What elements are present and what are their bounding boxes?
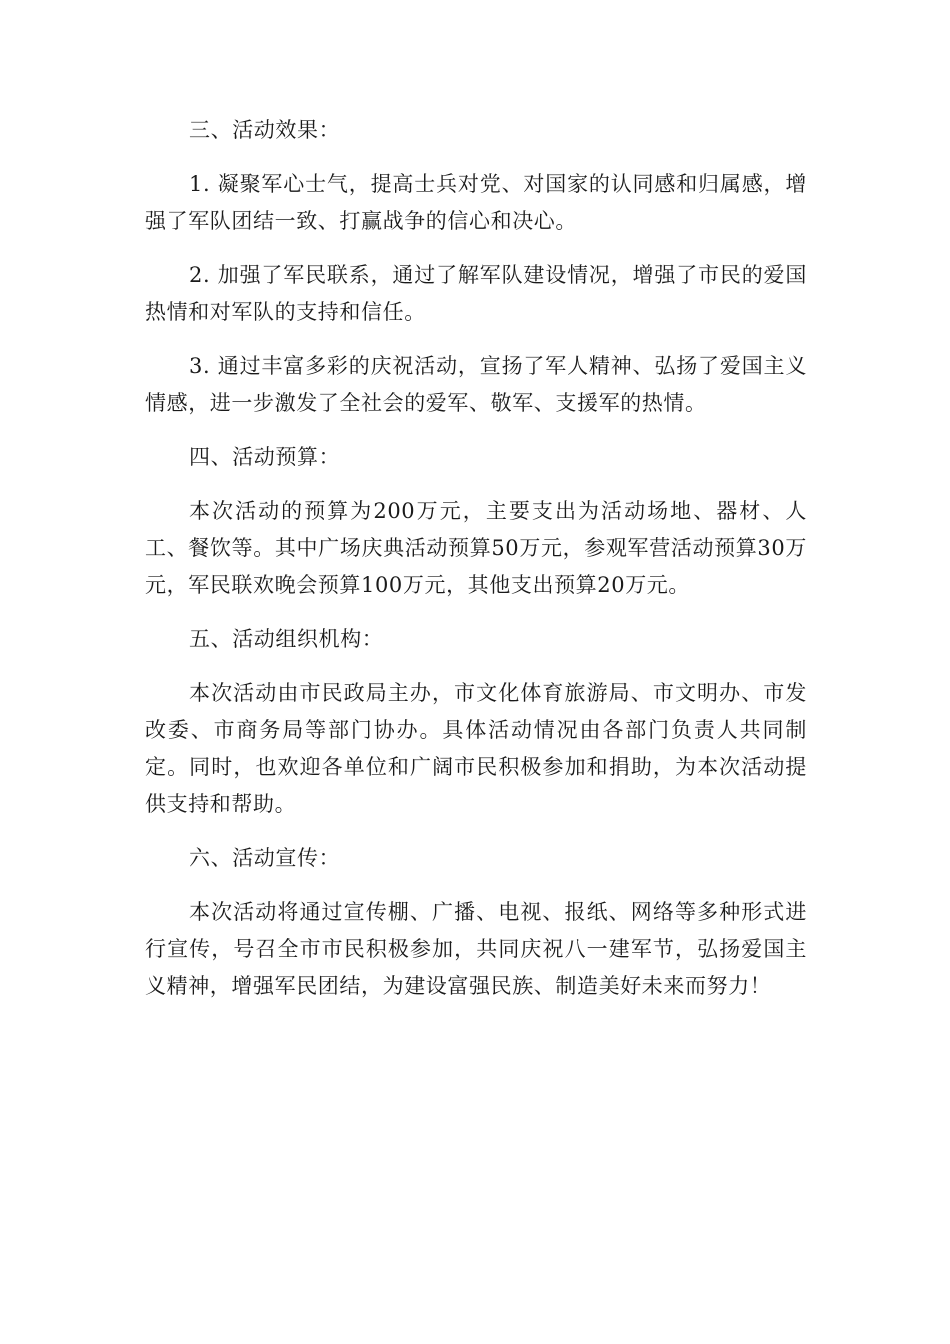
paragraph-publicity: 本次活动将通过宣传棚、广播、电视、报纸、网络等多种形式进行宣传，号召全市市民积极参加，共同庆祝八一建军节，弘扬爱国主义精神，增强军民团结，为建设富强民族、制造美好未来而努力！: [145, 900, 807, 998]
paragraph-organization: 本次活动由市民政局主办，市文化体育旅游局、市文明办、市发改委、市商务局等部门协办。具体活动情况由各部门负责人共同制定。同时，也欢迎各单位和广阔市民积极参加和捐助，为本次活动提供支持和帮助。: [145, 681, 807, 816]
document-body: [145, 112, 807, 1022]
section-heading-publicity: 六、活动宣传：: [189, 846, 341, 870]
paragraph-effect-1: 1. 凝聚军心士气，提高士兵对党、对国家的认同感和归属感，增强了军队团结一致、打赢战争的信心和决心。: [145, 172, 807, 233]
paragraph-effect-3: 3. 通过丰富多彩的庆祝活动，宣扬了军人精神、弘扬了爱国主义情感，进一步激发了全社会的爱军、敬军、支援军的热情。: [145, 354, 807, 415]
section-heading-budget: 四、活动预算：: [189, 445, 341, 469]
section-heading-organization: 五、活动组织机构：: [189, 627, 384, 651]
paragraph-effect-2: 2. 加强了军民联系，通过了解军队建设情况，增强了市民的爱国热情和对军队的支持和信任。: [145, 263, 807, 324]
section-heading-effects: 三、活动效果：: [189, 118, 341, 142]
paragraph-budget: 本次活动的预算为200万元，主要支出为活动场地、器材、人工、餐饮等。其中广场庆典活动预算50万元，参观军营活动预算30万元，军民联欢晚会预算100万元，其他支出预算20万元。: [145, 499, 807, 597]
